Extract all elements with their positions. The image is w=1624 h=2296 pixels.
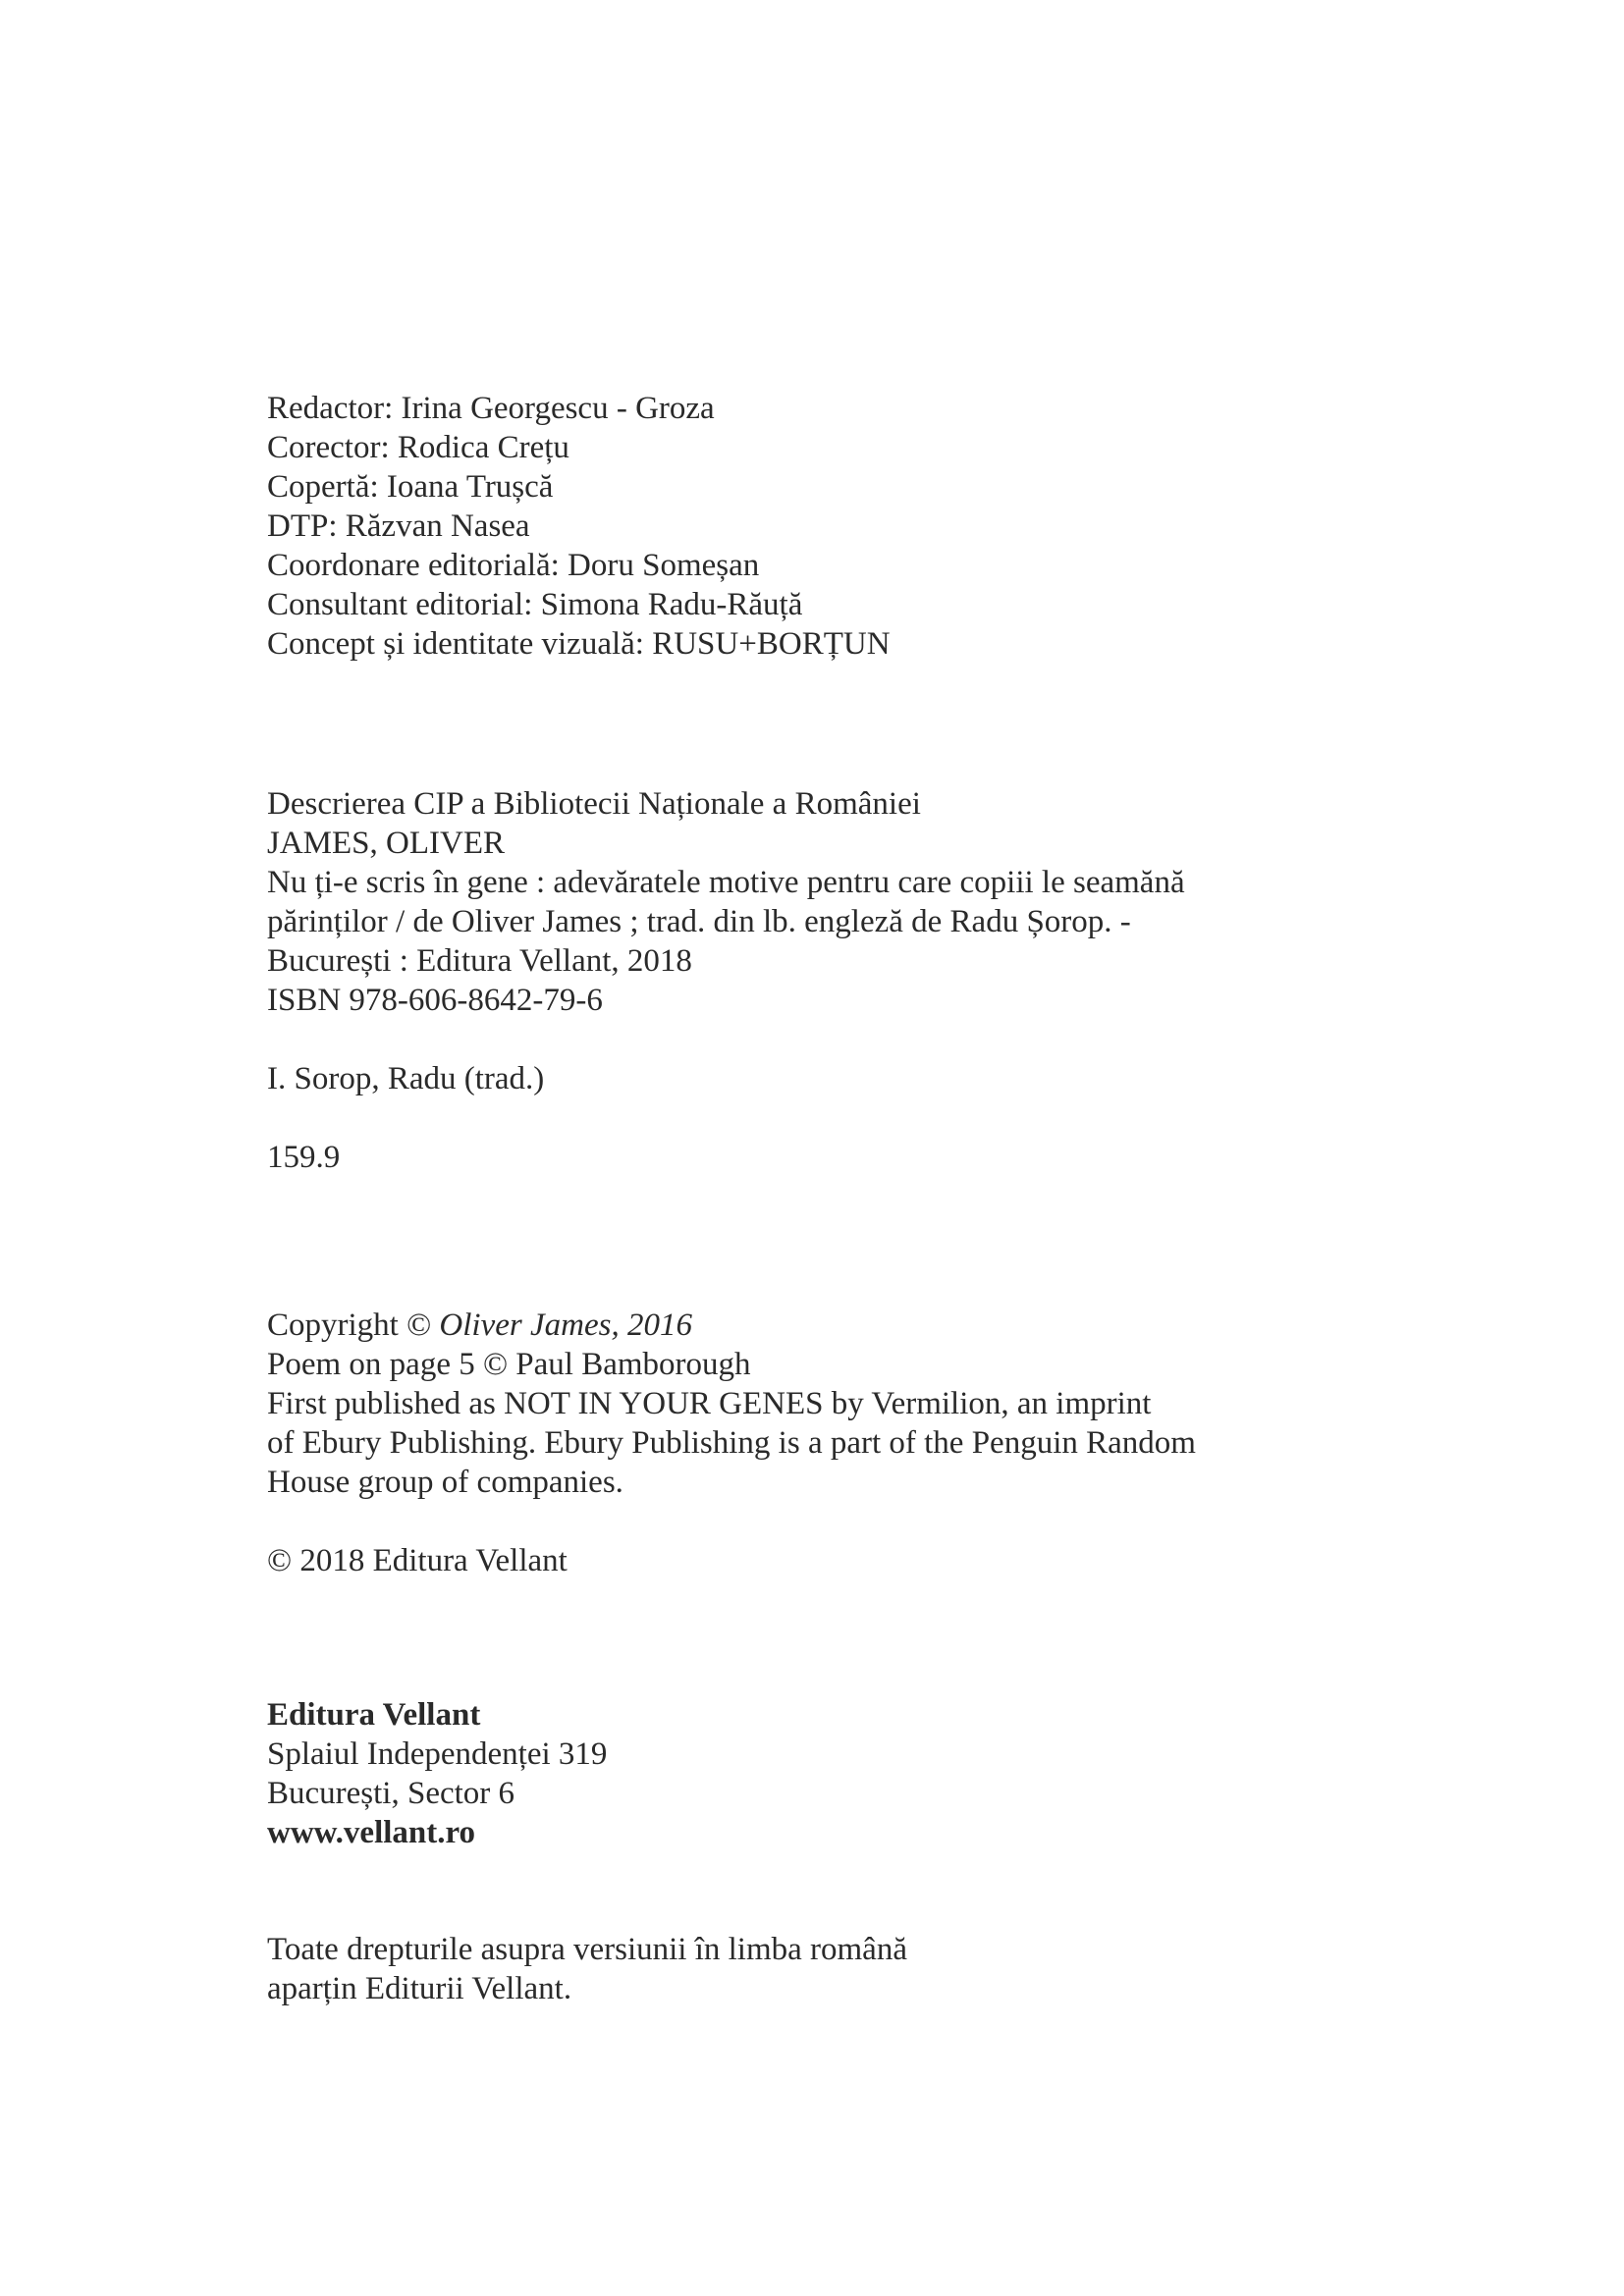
- cip-description-line: părinților / de Oliver James ; trad. din lb. engleză de Radu Șorop. -: [267, 904, 1131, 939]
- rights-line: Toate drepturile asupra versiunii în limba română: [267, 1932, 907, 1967]
- publisher-street: Splaiul Independenței 319: [267, 1736, 608, 1772]
- cip-description-line: București : Editura Vellant, 2018: [267, 943, 692, 979]
- publisher-city: București, Sector 6: [267, 1776, 515, 1811]
- publisher-name: Editura Vellant: [267, 1697, 481, 1733]
- cip-translator: I. Sorop, Radu (trad.): [267, 1061, 545, 1096]
- rights-line: aparțin Editurii Vellant.: [267, 1971, 572, 2006]
- copyright-holder: Oliver James, 2016: [439, 1308, 692, 1343]
- poem-credit: Poem on page 5 © Paul Bamborough: [267, 1347, 751, 1382]
- cip-author: JAMES, OLIVER: [267, 826, 506, 861]
- edition-copyright: © 2018 Editura Vellant: [267, 1543, 568, 1578]
- first-published-line: First published as NOT IN YOUR GENES by Vermilion, an imprint: [267, 1386, 1152, 1421]
- credit-editor: Redactor: Irina Georgescu - Groza: [267, 391, 715, 426]
- copyright-line: [267, 1306, 1327, 1345]
- credit-cover: Copertă: Ioana Trușcă: [267, 469, 554, 505]
- credit-visual-identity: Concept și identitate vizuală: RUSU+BORȚUN: [267, 626, 891, 662]
- publisher-website-link[interactable]: www.vellant.ro: [267, 1815, 476, 1850]
- credit-dtp: DTP: Răzvan Nasea: [267, 508, 530, 544]
- credits-block: [267, 389, 1327, 664]
- cip-classification: 159.9: [267, 1140, 341, 1175]
- credit-proofreader: Corector: Rodica Crețu: [267, 430, 569, 465]
- publisher-block: [267, 1695, 1327, 1852]
- first-published-line: House group of companies.: [267, 1465, 623, 1500]
- cip-heading: Descrierea CIP a Bibliotecii Naționale a României: [267, 786, 921, 822]
- first-published-line: of Ebury Publishing. Ebury Publishing is a part of the Penguin Random: [267, 1425, 1196, 1461]
- credit-consultant: Consultant editorial: Simona Radu-Răuță: [267, 587, 803, 622]
- cip-description-line: Nu ți-e scris în gene : adevăratele motive pentru care copiii le seamănă: [267, 865, 1185, 900]
- copyright-prefix: Copyright ©: [267, 1308, 440, 1343]
- copyright-block: [267, 1306, 1327, 1580]
- cip-block: [267, 784, 1327, 1177]
- credit-coordination: Coordonare editorială: Doru Someșan: [267, 548, 760, 583]
- rights-block: [267, 1930, 1327, 2008]
- cip-isbn: ISBN 978-606-8642-79-6: [267, 983, 603, 1018]
